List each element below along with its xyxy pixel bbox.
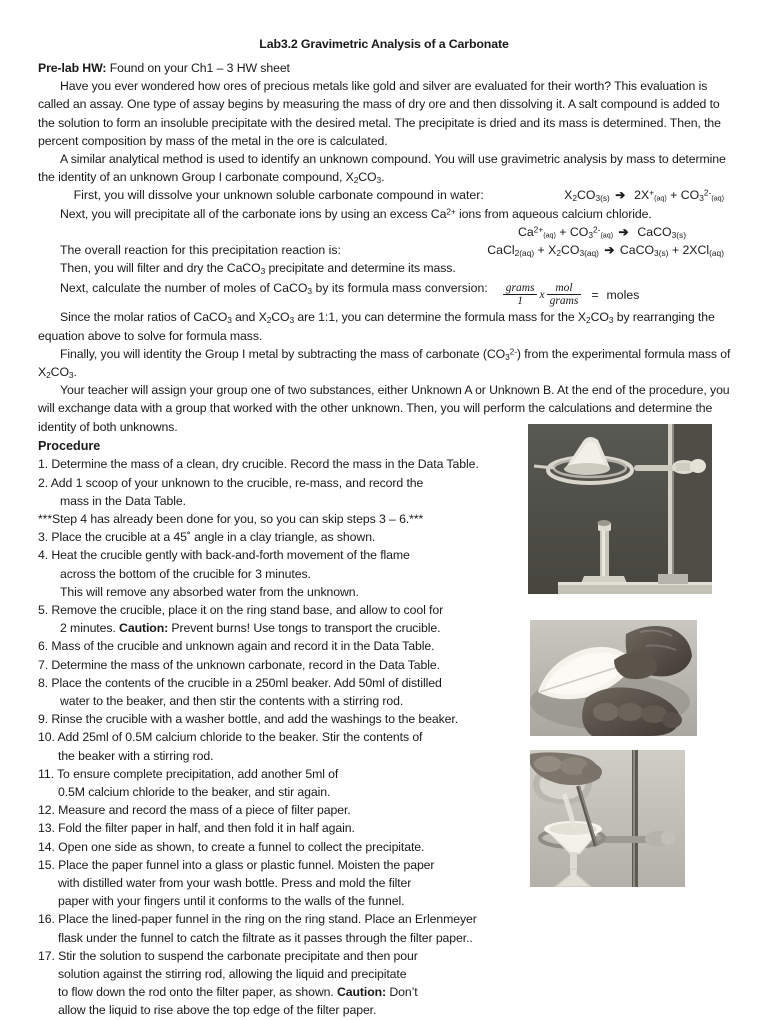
step-text: Stir the solution to suspend the carbonate precipitate and then pour: [58, 948, 418, 963]
step-text: Place the contents of the crucible in a 250ml beaker. Add 50ml of distilled: [51, 675, 442, 690]
teacher-assignment-paragraph: Your teacher will assign your group one of two substances, either Unknown A or Unknown B. At the end of the procedure, you will exchange data with a group that worked with the other unknown. Then, you will perform the calculations and determine the identity of both unknowns.: [38, 383, 733, 434]
step-continuation: with distilled water from your wash bottle. Press and mold the filter: [58, 876, 412, 891]
filtering-setup-photo: [530, 750, 685, 887]
step-continuation: the beaker with a stirring rod.: [58, 748, 214, 763]
prelab-text: Found on your Ch1 – 3 HW sheet: [106, 61, 290, 75]
caution-label: Caution:: [119, 621, 169, 636]
caution-pre: to flow down the rod onto the filter paper, as shown.: [58, 985, 337, 1000]
equation-overall: CaCl$_{2(aq)}$ + $X_2CO_{3(aq)}$ ➔ CaCO$_{3(s)}$ + 2XCl$_{(aq)}$: [487, 243, 724, 258]
step-continuation: water to the beaker, and then stir the contents with a stirring rod.: [60, 694, 404, 708]
skip-note-text: ***Step 4 has already been done for you, so you can skip steps 3 – 6.***: [38, 511, 424, 526]
step-number: 11.: [38, 766, 54, 781]
step-text: To ensure complete precipitation, add another 5ml of: [57, 766, 339, 781]
fraction-numerator: grams: [505, 282, 535, 295]
step-text: Rinse the crucible with a washer bottle, and add the washings to the beaker.: [51, 712, 459, 727]
fraction-denominator: 1: [503, 294, 538, 307]
precipitate-line: Next, you will precipitate all of the carbonate ions by using an excess $Ca^{2+}$ ions from aqueous calcium chloride.: [60, 206, 652, 221]
step-number: 17.: [38, 948, 55, 963]
step-number: 6.: [38, 639, 49, 654]
moles-conversion-text: Next, calculate the number of moles of CaCO$_3$ by its formula mass conversion:: [60, 281, 488, 297]
step-text: Add 25ml of 0.5M calcium chloride to the beaker. Stir the contents of: [57, 730, 423, 745]
reaction-arrow-icon: ➔: [615, 188, 626, 203]
step-text: Add 1 scoop of your unknown to the crucible, re-mass, and record the: [50, 475, 424, 490]
equation-dissociation: $X_2CO_{3(s)}$ ➔ $2X^+(aq) + CO_3^{2-}(aq)$: [564, 187, 724, 204]
step-continuation: 0.5M calcium chloride to the beaker, and stir again.: [58, 785, 331, 800]
step-number: 12.: [38, 803, 55, 818]
step-continuation: allow the liquid to rise above the top edge of the filter paper.: [58, 1003, 377, 1018]
step-text: Remove the crucible, place it on the ring stand base, and allow to cool for: [51, 602, 444, 617]
molar-ratios-paragraph: Since the molar ratios of CaCO$_3$ and $X_2CO_3$ are 1:1, you can determine the formula mass for the $X_2CO_3$ by rearranging the equation above to solve for formula mass.: [38, 310, 719, 343]
step-text: Fold the filter paper in half, and then fold it in half again.: [58, 821, 355, 836]
step-number: 2.: [38, 475, 49, 490]
caution-pre: 2 minutes.: [60, 621, 120, 636]
step-text: Heat the crucible gently with back-and-forth movement of the flame: [51, 548, 410, 563]
crucible-clay-triangle-photo: [528, 424, 712, 594]
step-continuation: flask under the funnel to catch the filtrate as it passes through the filter paper..: [58, 930, 473, 945]
filter-dry-line: Then, you will filter and dry the CaCO$_3$ precipitate and determine its mass.: [60, 261, 456, 277]
procedure-step-17: [38, 947, 734, 1020]
step-continuation: mass in the Data Table.: [60, 493, 186, 508]
page-title: Lab3.2 Gravimetric Analysis of a Carbonate: [259, 37, 509, 51]
step-text: Place the lined-paper funnel in the ring on the ring stand. Place an Erlenmeyer: [58, 912, 477, 927]
folding-filter-paper-photo: [530, 620, 697, 736]
equals-sign: =: [591, 288, 599, 303]
step-text: Place the paper funnel into a glass or plastic funnel. Moisten the paper: [58, 857, 435, 872]
overall-reaction-row: [38, 241, 734, 259]
intro-paragraph-2: A similar analytical method is used to identify an unknown compound. You will use gravimetric analysis by mass to determine the identity of an unknown Group I carbonate compound, $X_2CO_3$.: [38, 152, 730, 186]
step-number: 1.: [38, 457, 49, 472]
step-continuation: This will remove any absorbed water from the unknown.: [60, 584, 359, 599]
step-number: 3.: [38, 530, 49, 545]
fraction-denominator: grams: [547, 294, 582, 307]
step-number: 14.: [38, 839, 55, 854]
step-number: 8.: [38, 675, 49, 690]
step-number: 5.: [38, 602, 49, 617]
step-number: 9.: [38, 712, 49, 727]
step-number: 13.: [38, 821, 55, 836]
procedure-step-16: [38, 910, 734, 946]
step-text: Determine the mass of the unknown carbonate, record in the Data Table.: [51, 657, 440, 672]
overall-reaction-text: The overall reaction for this precipitation reaction is:: [60, 243, 341, 258]
step-number: 10.: [38, 730, 55, 745]
intro-paragraph-1: Have you ever wondered how ores of precious metals like gold and silver are evaluated for their worth? This evaluation is called an assay. One type of assay begins by measuring the mass of dry ore and then dissolving it. A salt compound is added to the solution to form an insoluble precipitate with the desired metal. The precipitate is dried and its mass is determined. Then, the percent composition by mass of the metal in the ore is calculated.: [38, 79, 725, 148]
step-number: 16.: [38, 912, 55, 927]
fraction-mol-over-grams: [547, 283, 582, 307]
prelab-label: Pre-lab HW:: [38, 61, 107, 75]
caution-post: Don’t: [386, 985, 418, 1000]
moles-conversion-row: [38, 279, 734, 308]
caution-post: Prevent burns! Use tongs to transport the crucible.: [168, 621, 441, 636]
equation-precipitation: $Ca^{2+}(aq) + CO_3^{2-}(aq)$ ➔ CaCO$_{3(s)}$: [517, 224, 686, 240]
fraction-numerator: mol: [555, 282, 573, 295]
step-continuation: across the bottom of the crucible for 3 minutes.: [60, 566, 311, 581]
step-text: Determine the mass of a clean, dry crucible. Record the mass in the Data Table.: [51, 457, 479, 472]
step-continuation-caution: [38, 983, 734, 1001]
reaction-arrow-icon: ➔: [604, 243, 615, 258]
procedure-heading: Procedure: [38, 438, 101, 453]
step-number: 15.: [38, 857, 55, 872]
dissolve-text: First, you will dissolve your unknown soluble carbonate compound in water:: [60, 188, 484, 203]
step-number: 4.: [38, 548, 49, 563]
finally-paragraph: Finally, you will identity the Group I metal by subtracting the mass of carbonate $(CO_3^{2-})$ from the experimental formula mass of $X_2CO_3$.: [38, 346, 734, 380]
formula-mass-conversion-expression: [502, 283, 640, 307]
dissolve-line-row: [38, 186, 734, 204]
step-number: 7.: [38, 657, 49, 672]
step-text: Mass of the crucible and unknown again and record it in the Data Table.: [51, 639, 435, 654]
multiplication-operator: x: [539, 289, 545, 302]
fraction-grams-over-one: [503, 283, 538, 307]
caution-label: Caution:: [336, 985, 387, 1000]
step-text: Place the crucible at a 45˚ angle in a clay triangle, as shown.: [51, 530, 376, 545]
step-text: Measure and record the mass of a piece of filter paper.: [58, 803, 351, 818]
moles-result-label: moles: [606, 288, 640, 303]
step-text: Open one side as shown, to create a funnel to collect the precipitate.: [58, 839, 425, 854]
reaction-arrow-icon: ➔: [618, 224, 629, 239]
step-continuation: paper with your fingers until it conforms to the walls of the funnel.: [58, 894, 405, 909]
prelab-line: [38, 59, 734, 77]
step-continuation: solution against the stirring rod, allowing the liquid and precipitate: [58, 967, 407, 982]
